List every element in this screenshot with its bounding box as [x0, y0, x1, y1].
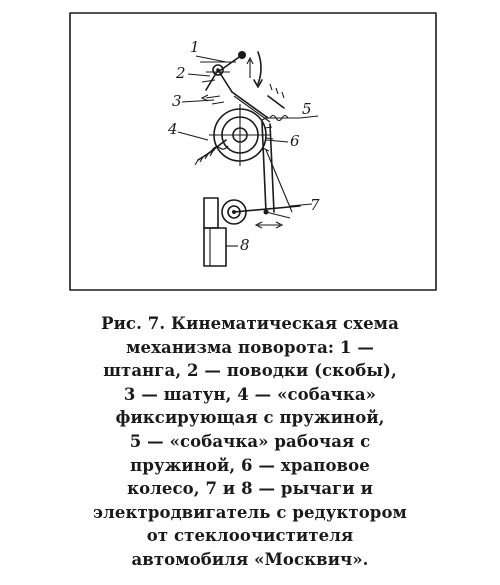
fixing-pawl-part-4 — [195, 140, 228, 165]
caption-line: пружиной, 6 — храповое — [130, 455, 370, 475]
figure-caption — [30, 312, 470, 572]
label-5: 5 — [302, 100, 312, 118]
caption-line: автомобиля «Москвич». — [131, 549, 369, 569]
links-part-2 — [202, 70, 232, 92]
lever-part-7 — [234, 206, 300, 228]
caption-line: колесо, 7 и 8 — рычаги и — [127, 479, 373, 499]
caption-line: фиксирующая с пружиной, — [115, 408, 385, 428]
rod-part-1 — [200, 51, 246, 75]
caption-line: от стеклоочистителя — [146, 526, 354, 546]
label-7: 7 — [310, 196, 320, 214]
caption-line: электродвигатель с редуктором — [93, 502, 407, 522]
caption-line: механизма поворота: 1 — — [126, 337, 374, 357]
diagram-frame — [70, 13, 436, 290]
label-6: 6 — [290, 132, 300, 150]
label-4: 4 — [168, 120, 178, 138]
working-pawl-part-5 — [266, 84, 300, 121]
motor-part-8 — [204, 198, 246, 266]
label-3: 3 — [172, 92, 182, 110]
caption-line: Рис. 7. Кинематическая схема — [101, 314, 399, 333]
label-1: 1 — [190, 38, 200, 56]
label-8: 8 — [240, 236, 250, 254]
label-2: 2 — [176, 64, 186, 82]
rotation-arrows — [247, 52, 262, 87]
caption-line: 5 — «собачка» рабочая с — [129, 431, 371, 451]
caption-line: штанга, 2 — поводки (скобы), — [103, 361, 397, 381]
caption-line: 3 — шатун, 4 — «собачка» — [123, 384, 377, 404]
